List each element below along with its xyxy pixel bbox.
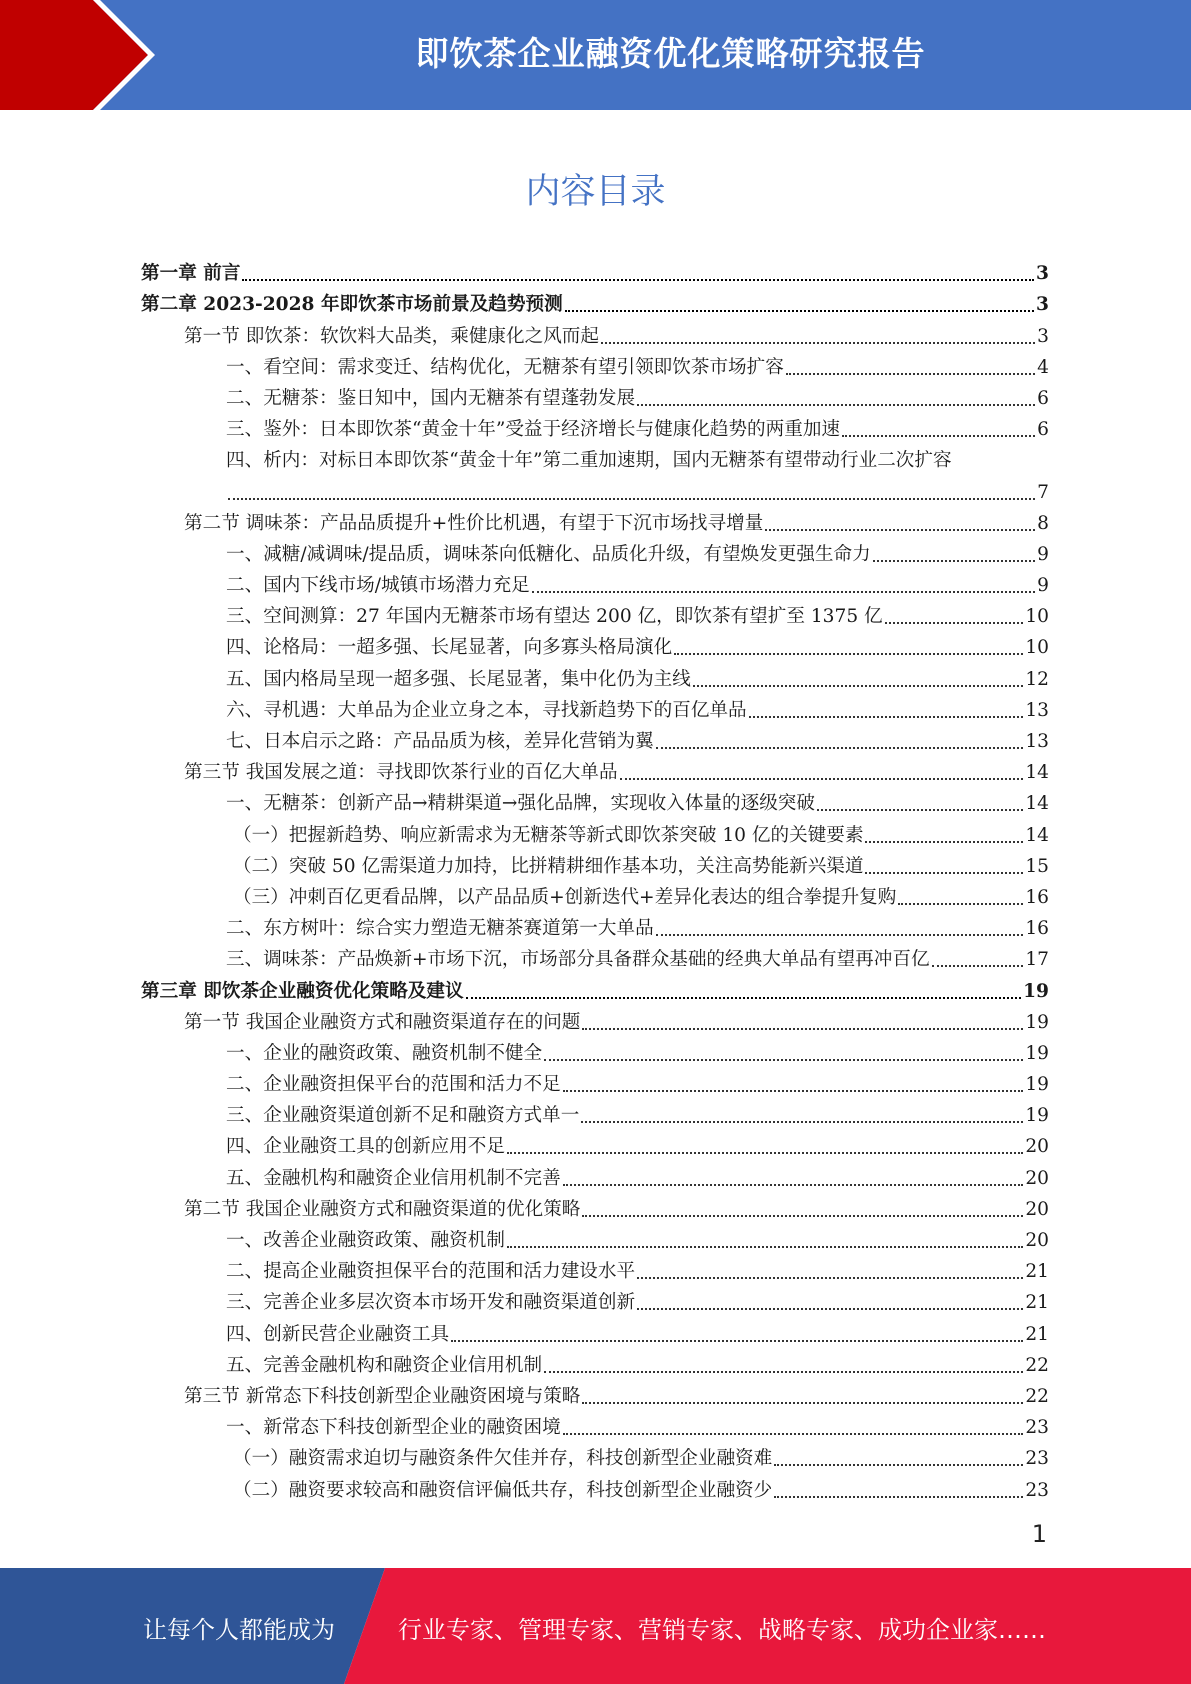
toc-subsection-entry[interactable] [141,691,1049,722]
toc-dot-leader [842,435,1035,437]
toc-page-number: 23 [1025,1448,1049,1470]
toc-dot-leader [451,1340,1023,1342]
toc-subsection-entry[interactable] [141,1096,1049,1127]
toc-dot-leader [865,872,1023,874]
toc-dot-leader [466,997,1022,999]
toc-subsection-entry[interactable] [141,441,1049,472]
toc-entry-title: 第三章 即饮茶企业融资优化策略及建议 [141,980,464,1002]
toc-entry-title: 五、金融机构和融资企业信用机制不完善 [226,1167,561,1189]
toc-subsection-entry[interactable] [141,1314,1049,1345]
toc-page-number: 23 [1025,1479,1049,1501]
toc-section-entry[interactable] [141,504,1049,535]
toc-dot-leader [749,716,1024,718]
toc-chapter-entry[interactable] [141,254,1049,285]
toc-page-number: 16 [1025,886,1049,908]
toc-page-number: 15 [1025,855,1049,877]
toc-page-number: 8 [1037,512,1049,534]
toc-dot-leader [656,747,1024,749]
toc-subsection-entry[interactable] [141,410,1049,441]
toc-subsection-entry[interactable] [141,847,1049,878]
toc-dot-leader [932,965,1024,967]
toc-entry-title: 一、企业的融资政策、融资机制不健全 [226,1042,543,1064]
toc-page-number: 13 [1025,699,1049,721]
toc-dot-leader [581,1121,1023,1123]
toc-dot-leader [656,934,1024,936]
toc-section-entry[interactable] [141,1190,1049,1221]
toc-dot-leader [507,1246,1023,1248]
toc-dot-leader [786,373,1035,375]
toc-dot-leader [544,1059,1023,1061]
toc-entry-title: 第二章 2023-2028 年即饮茶市场前景及趋势预测 [141,294,563,316]
toc-page-number: 4 [1037,356,1049,378]
toc-subsection-entry[interactable] [141,379,1049,410]
toc-entry-title: 七、日本启示之路：产品品质为核，差异化营销为翼 [226,731,654,752]
toc-entry-title: 三、空间测算：27 年国内无糖茶市场有望达 200 亿，即饮茶有望扩至 1375 亿 [226,606,883,628]
toc-subsection-entry[interactable] [141,1346,1049,1377]
toc-dot-leader [865,841,1023,843]
toc-dot-leader [774,1496,1023,1498]
toc-page-number: 3 [1036,263,1049,285]
toc-page-number: 21 [1025,1261,1049,1283]
toc-page-number: 19 [1025,1074,1049,1096]
toc-section-entry[interactable] [141,1003,1049,1034]
toc-dot-leader [817,809,1023,811]
toc-entry-title: 二、企业融资担保平台的范围和活力不足 [226,1074,561,1096]
toc-page-number: 6 [1037,387,1049,409]
toc-dot-leader [563,1433,1024,1435]
toc-entry-title: 一、无糖茶：创新产品→精耕渠道→强化品牌，实现收入体量的逐级突破 [226,793,815,815]
toc-subsection-entry[interactable] [141,1408,1049,1439]
toc-entry-title: 四、析内：对标日本即饮茶“黄金十年”第二重加速期，国内无糖茶有望带动行业二次扩容 [226,450,952,472]
toc-dot-leader [637,1277,1023,1279]
toc-entry-title: 一、改善企业融资政策、融资机制 [226,1230,505,1251]
toc-page-number: 10 [1025,606,1049,628]
toc-heading: 内容目录 [525,172,666,212]
toc-subsection-entry[interactable] [141,659,1049,690]
toc-entry-title: 四、创新民营企业融资工具 [226,1323,450,1345]
toc-dot-leader [544,1371,1023,1373]
toc-page-number: 19 [1025,1042,1049,1064]
toc-dot-leader [507,1152,1023,1154]
toc-section-entry[interactable] [141,1377,1049,1408]
toc-entry-title: 二、国内下线市场/城镇市场潜力充足 [226,575,530,597]
toc-dot-leader [620,778,1024,780]
toc-subsection-entry[interactable] [141,815,1049,846]
toc-page-number: 19 [1025,1011,1049,1033]
toc-page-number: 3 [1036,294,1049,316]
toc-entry-title: 三、鉴外：日本即饮茶“黄金十年”受益于经济增长与健康化趋势的两重加速 [226,419,841,441]
toc-dot-leader [242,279,1034,281]
toc-dot-leader [228,498,1035,500]
toc-page-number: 13 [1025,731,1049,752]
page-header [0,0,1191,110]
toc-subsection-entry[interactable] [141,566,1049,597]
toc-section-entry[interactable] [141,753,1049,784]
toc-page-number: 20 [1025,1230,1049,1251]
toc-entry-title: 三、调味茶：产品焕新+市场下沉，市场部分具备群众基础的经典大单品有望再冲百亿 [226,949,930,971]
toc-subsection-entry[interactable] [141,472,1049,503]
toc-page-number: 12 [1025,668,1049,690]
toc-dot-leader [774,1464,1023,1466]
toc-entry-title: （一）把握新趋势、响应新需求为无糖茶等新式即饮茶突破 10 亿的关键要素 [233,824,864,846]
toc-chapter-entry[interactable] [141,971,1049,1002]
toc-page-number: 22 [1025,1385,1049,1407]
toc-dot-leader [601,342,1035,344]
toc-dot-leader [637,1308,1023,1310]
toc-page-number: 20 [1025,1167,1049,1189]
toc-dot-leader [565,310,1034,312]
toc-entry-title: 第三节 我国发展之道：寻找即饮茶行业的百亿大单品 [184,762,618,784]
toc-section-entry[interactable] [141,316,1049,347]
toc-subsection-entry[interactable] [141,1127,1049,1158]
toc-page-number: 9 [1037,543,1049,565]
toc-entry-title: 三、企业融资渠道创新不足和融资方式单一 [226,1105,580,1127]
toc-subsection-entry[interactable] [141,348,1049,379]
toc-subsection-entry[interactable] [141,1283,1049,1314]
toc-dot-leader [563,1090,1024,1092]
toc-page-number: 19 [1025,1105,1049,1127]
toc-page-number: 3 [1037,325,1049,347]
toc-subsection-entry[interactable] [141,597,1049,628]
toc-entry-title: 五、完善金融机构和融资企业信用机制 [226,1354,543,1376]
toc-page-number: 21 [1025,1323,1049,1345]
footer-slogan-right: 行业专家、管理专家、营销专家、战略专家、成功企业家…… [398,1616,1046,1644]
page-number: 1 [1031,1520,1047,1548]
toc-entry-title: 第一节 即饮茶：软饮料大品类，乘健康化之风而起 [184,325,599,347]
toc-page-number: 22 [1025,1354,1049,1376]
toc-entry-title: 五、国内格局呈现一超多强、长尾显著，集中化仍为主线 [226,668,691,690]
toc-subsection-entry[interactable] [141,1252,1049,1283]
toc-entry-title: 六、寻机遇：大单品为企业立身之本，寻找新趋势下的百亿单品 [226,699,747,721]
toc-entry-title: 三、完善企业多层次资本市场开发和融资渠道创新 [226,1292,636,1314]
toc-dot-leader [563,1184,1024,1186]
toc-page-number: 14 [1025,824,1049,846]
page-footer [0,1568,1191,1684]
toc-dot-leader [693,685,1023,687]
toc-entry-title: 一、看空间：需求变迁、结构优化，无糖茶有望引领即饮茶市场扩容 [226,356,784,378]
toc-entry-title: （二）突破 50 亿需渠道力加持，比拼精耕细作基本功，关注高势能新兴渠道 [233,855,864,877]
toc-entry-title: （一）融资需求迫切与融资条件欠佳并存，科技创新型企业融资难 [233,1448,773,1470]
toc-entry-title: 第一节 我国企业融资方式和融资渠道存在的问题 [184,1011,581,1033]
toc-subsection-entry[interactable] [141,1439,1049,1470]
toc-entry-title: 第二节 调味茶：产品品质提升+性价比机遇，有望于下沉市场找寻增量 [184,512,764,534]
toc-page-number: 14 [1025,762,1049,784]
toc-entry-title: 四、论格局：一超多强、长尾显著，向多寡头格局演化 [226,637,673,659]
toc-page-number: 7 [1037,481,1049,503]
toc-entry-title: 第三节 新常态下科技创新型企业融资困境与策略 [184,1385,581,1407]
toc-dot-leader [637,404,1035,406]
toc-entry-title: 二、东方树叶：综合实力塑造无糖茶赛道第一大单品 [226,918,654,940]
toc-page-number: 17 [1025,949,1049,971]
report-title: 即饮茶企业融资优化策略研究报告 [415,34,926,73]
toc-page-number: 14 [1025,793,1049,815]
toc-entry-title: 第一章 前言 [141,263,241,285]
toc-dot-leader [582,1028,1023,1030]
toc-entry-title: 第二节 我国企业融资方式和融资渠道的优化策略 [184,1198,581,1220]
toc-page-number: 20 [1025,1136,1049,1158]
toc-subsection-entry[interactable] [141,878,1049,909]
toc-entry-title: （三）冲刺百亿更看品牌，以产品品质+创新迭代+差异化表达的组合拳提升复购 [233,886,897,908]
toc-entry-title: （二）融资要求较高和融资信评偏低共存，科技创新型企业融资少 [233,1479,773,1501]
toc-subsection-entry[interactable] [141,722,1049,753]
toc-subsection-entry[interactable] [141,1065,1049,1096]
toc-page-number: 20 [1025,1198,1049,1220]
toc-subsection-entry[interactable] [141,1470,1049,1501]
toc-subsection-entry[interactable] [141,1221,1049,1252]
toc-subsection-entry[interactable] [141,535,1049,566]
toc-subsection-entry[interactable] [141,784,1049,815]
toc-page-number: 10 [1025,637,1049,659]
toc-page-number: 23 [1025,1417,1049,1439]
toc-dot-leader [765,529,1035,531]
toc-entry-title: 四、企业融资工具的创新应用不足 [226,1136,505,1158]
toc-dot-leader [885,622,1024,624]
toc-entry-title: 二、提高企业融资担保平台的范围和活力建设水平 [226,1261,636,1283]
toc-subsection-entry[interactable] [141,940,1049,971]
toc-subsection-entry[interactable] [141,628,1049,659]
toc-dot-leader [674,653,1023,655]
toc-entry-title: 二、无糖茶：鉴日知中，国内无糖茶有望蓬勃发展 [226,387,636,409]
toc-dot-leader [873,560,1035,562]
toc-dot-leader [898,903,1023,905]
toc-page-number: 19 [1023,980,1049,1002]
toc-entry-title: 一、减糖/减调味/提品质，调味茶向低糖化、品质化升级，有望焕发更强生命力 [226,543,871,565]
toc-page-number: 21 [1025,1292,1049,1314]
footer-slogan-left: 让每个人都能成为 [143,1616,335,1644]
toc-page-number: 6 [1037,419,1049,441]
toc-chapter-entry[interactable] [141,285,1049,316]
table-of-contents [141,254,1049,1502]
toc-subsection-entry[interactable] [141,909,1049,940]
toc-dot-leader [582,1402,1023,1404]
toc-dot-leader [532,591,1035,593]
toc-subsection-entry[interactable] [141,1034,1049,1065]
toc-page-number: 9 [1037,575,1049,597]
toc-subsection-entry[interactable] [141,1158,1049,1189]
toc-dot-leader [582,1215,1023,1217]
toc-entry-title: 一、新常态下科技创新型企业的融资困境 [226,1417,561,1439]
toc-page-number: 16 [1025,918,1049,940]
